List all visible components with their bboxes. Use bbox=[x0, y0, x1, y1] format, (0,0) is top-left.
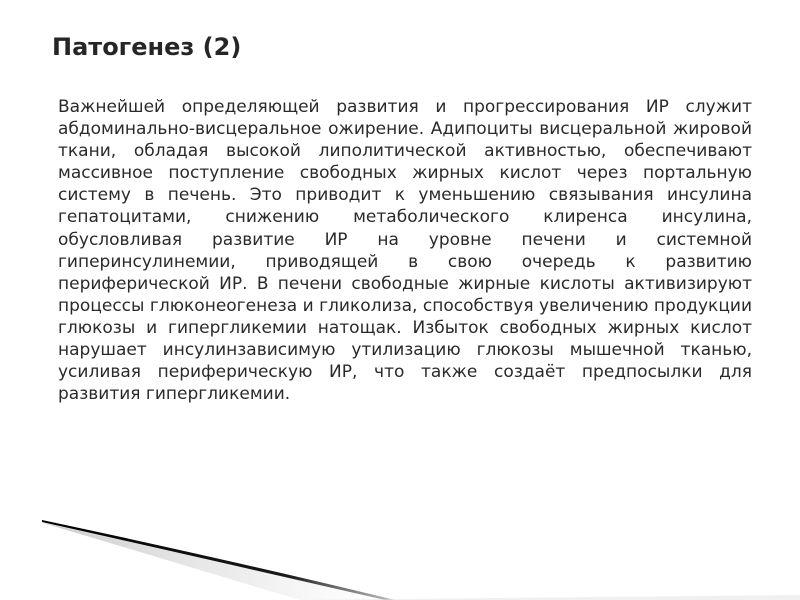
body-paragraph: Важнейшей определяющей развития и прогрессирования ИР служит абдоминально-висцеральное ожирение. Адипоциты висцеральной жировой ткани, обладая высокой липолитической активностью, обеспечивают массивное поступление свободных жирных кислот через портальную систему в печень. Это приводит к уменьшению связывания инсулина гепатоцитами, снижению метаболического клиренса инсулина, обусловливая развитие ИР на уровне печени и системной гиперинсулинемии, приводящей в свою очередь к развитию периферической ИР. В печени свободные жирные кислоты активизируют процессы глюконеогенеза и гликолиза, способствуя увеличению продукции глюкозы и гипергликемии натощак. Избыток свободных жирных кислот нарушает инсулинзависимую утилизацию глюкозы мышечной тканью, усиливая периферическую ИР, что также создаёт предпосылки для развития гипергликемии. bbox=[58, 97, 752, 405]
slide-title: Патогенез (2) bbox=[52, 33, 242, 61]
swoosh-shadow bbox=[40, 522, 390, 600]
swoosh-stroke bbox=[42, 520, 395, 600]
swoosh-fade bbox=[300, 595, 800, 600]
